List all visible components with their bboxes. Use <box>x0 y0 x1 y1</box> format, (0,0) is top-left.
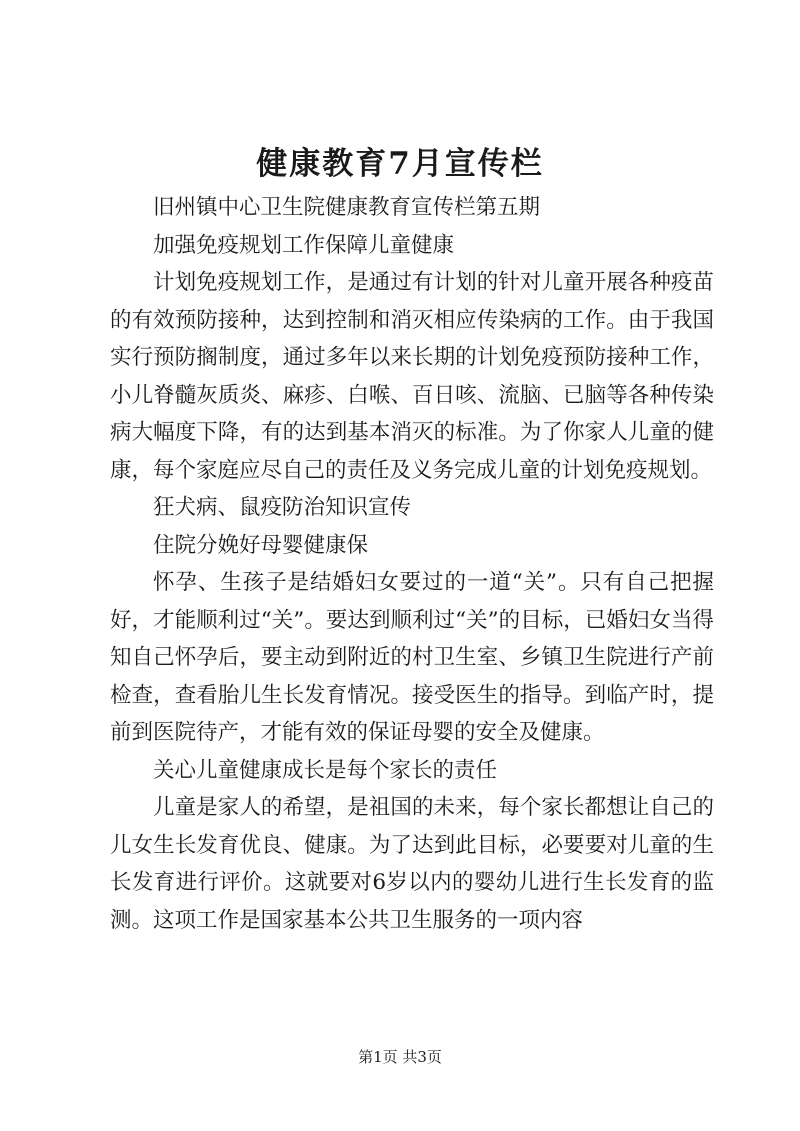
document-title: 健康教育7月宣传栏 <box>256 146 544 182</box>
section-heading-child-growth: 关心儿童健康成长是每个家长的责任 <box>153 757 498 783</box>
section-heading-immunization: 加强免疫规划工作保障儿童健康 <box>153 232 455 258</box>
paragraph-hospital-delivery: 怀孕、生孩子是结婚妇女要过的一道“关”。只有自己把握好，才能顺利过“关”。要达到顺利过“关”的目标，已婚妇女当得知自己怀孕后，要主动到附近的村卫生室、乡镇卫生院进行产前检查，查看胎儿生长发育情况。接受医生的指导。到临产时，提前到医院待产，才能有效的保证母婴的安全及健康。 <box>110 570 714 745</box>
page-number-footer: 第1页 共3页 <box>358 1048 442 1066</box>
issue-heading: 旧州镇中心卫生院健康教育宣传栏第五期 <box>153 195 541 220</box>
section-heading-hospital-delivery: 住院分娩好母婴健康保 <box>153 532 369 558</box>
section-heading-rabies-plague: 狂犬病、鼠疫防治知识宣传 <box>153 495 412 520</box>
document-body <box>110 189 714 939</box>
paragraph-child-growth: 儿童是家人的希望，是祖国的未来，每个家长都想让自己的儿女生长发育优良、健康。为了达到此目标，必要要对儿童的生长发育进行评价。这就要对6岁以内的婴幼儿进行生长发育的监测。这项工作是国家基本公共卫生服务的一项内容 <box>110 795 714 933</box>
paragraph-immunization: 计划免疫规划工作，是通过有计划的针对儿童开展各种疫苗的有效预防接种，达到控制和消灭相应传染病的工作。由于我国实行预防搁制度，通过多年以来长期的计划免疫预防接种工作，小儿脊髓灰质炎、麻疹、白喉、百日咳、流脑、已脑等各种传染病大幅度下降，有的达到基本消灭的标准。为了你家人儿童的健康，每个家庭应尽自己的责任及义务完成儿童的计划免疫规划。 <box>110 270 714 483</box>
